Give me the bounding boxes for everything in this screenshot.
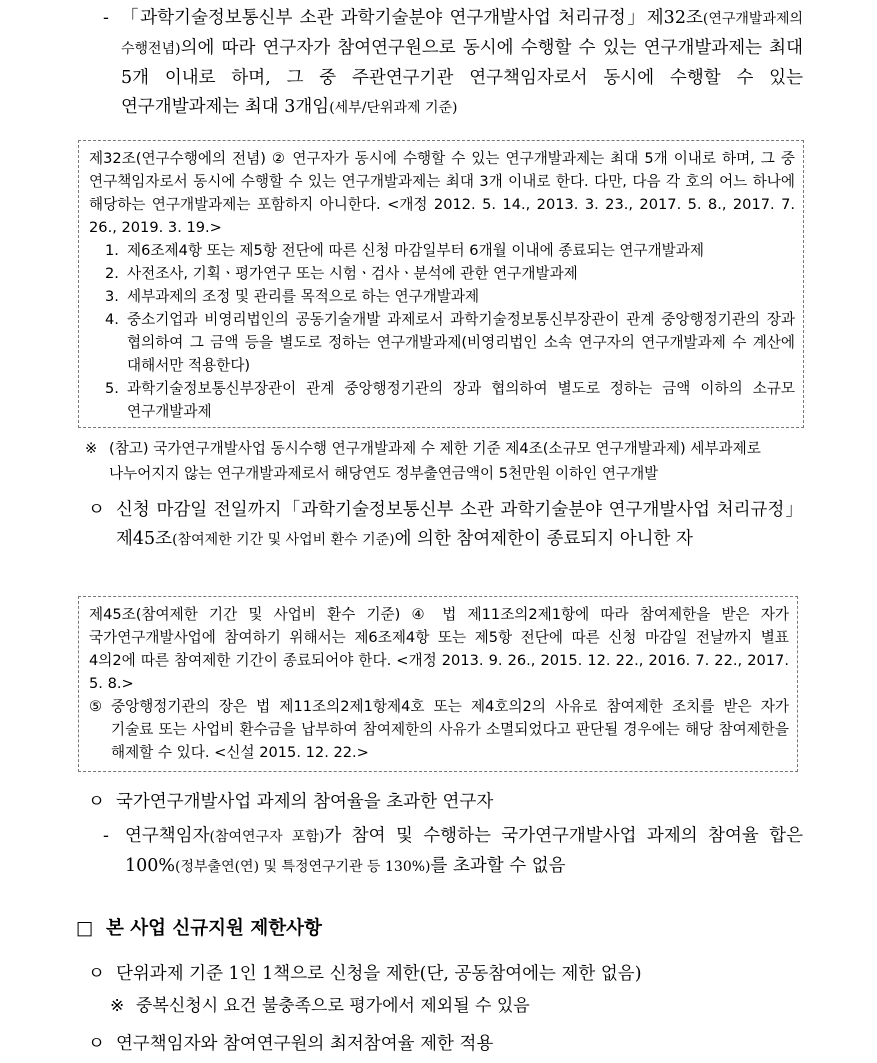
note-marker: ※: [110, 996, 125, 1016]
dash-marker: -: [103, 826, 109, 846]
box-intro: 제45조(참여제한 기간 및 사업비 환수 기준) ④ 법 제11조의2제1항에 따라 참여제한을 받은 자가 국가연구개발사업에 참여하기 위해서는 제6조제4항 또는 제5항 전단에 따른 신청 마감일 전날까지 별표 4의2에 따른 참여제한 기간이 종료되어야 한다. <개정 2013. 9. 26., 2015. 12. 22., 2016. 7. 22., 2017. 5. 8.>: [89, 606, 789, 692]
box-intro: 제32조(연구수행에의 전념) ② 연구자가 동시에 수행할 수 있는 연구개발과제는 최대 5개 이내로 하며, 그 중 연구책임자로서 동시에 수행할 수 있는 연구개발과제는 최대 3개 이내로 한다. 다만, 다음 각 호의 어느 하나에 해당하는 연구개발과제는 포함하지 아니한다. <개정 2012. 5. 14., 2013. 3. 23., 2017. 5. 8., 2017. 7. 26., 2019. 3. 19.>: [89, 150, 795, 236]
list-item: 3. 세부과제의 조정 및 관리를 목적으로 하는 연구개발과제: [105, 288, 480, 305]
note-text: (참고) 국가연구개발사업 동시수행 연구개발과제 수 제한 기준 제4조(소규모 연구개발과제) 세부과제로 나누어지지 않는 연구개발과제로서 해당연도 정부출연금액이 5천만원 이하인 연구개발: [109, 440, 761, 482]
paragraph-minimum-rate: ㅇ 연구책임자와 참여연구원의 최저참여율 제한 적용: [88, 1030, 803, 1059]
text: 의에 따라 연구자가 참여연구원으로 동시에 수행할 수 있는 연구개발과제는 최대 5개 이내로 하며, 그 중 주관연구기관 연구책임자로서 동시에 수행할 수 있는 연구개발과제는 최대 3개임: [121, 38, 803, 117]
paragraph-participation-rate: ㅇ 국가연구개발사업 과제의 참여율을 초과한 연구자: [88, 788, 803, 817]
small-text: (연구개발과제의 수행전념): [121, 11, 803, 57]
small-text: (정부출연(연) 및 특정연구기관 등 130%): [175, 859, 431, 875]
small-text: (참여제한 기간 및 사업비 환수 기준): [172, 532, 395, 548]
box-item-list: [89, 239, 795, 423]
section-title: 본 사업 신규지원 제한사항: [105, 918, 322, 939]
section-heading: [76, 914, 322, 940]
duplicate-note: ※ 중복신청시 요건 불충족으로 평가에서 제외될 수 있음: [110, 992, 800, 1021]
regulation-box-45: [78, 596, 798, 772]
paragraph-single-application: ㅇ 단위과제 기준 1인 1책으로 신청을 제한(단, 공동참여에는 제한 없음): [88, 960, 803, 989]
circle-marker: ㅇ: [88, 1034, 105, 1054]
paragraph-regulation-32: [103, 4, 803, 123]
square-marker: □: [76, 918, 94, 939]
circle-marker: ㅇ: [88, 500, 105, 520]
small-text: (세부/단위과제 기준): [329, 100, 458, 116]
list-item: 1. 제6조제4항 또는 제5항 전단에 따른 신청 마감일부터 6개월 이내에 종료되는 연구개발과제: [105, 242, 704, 259]
regulation-box-32: [78, 140, 804, 428]
box-item: ⑤ 중앙행정기관의 장은 법 제11조의2제1항제4호 또는 제4호의2의 사유로 참여제한 조치를 받은 자가 기술료 또는 사업비 환수금을 납부하여 참여제한의 사유가 소멸되었다고 판단될 경우에는 해당 참여제한을 해제할 수 있다. <신설 2015. 12. 22.>: [89, 698, 789, 761]
text: 「과학기술정보통신부 소관 과학기술분야 연구개발사업 처리규정」제32조: [121, 8, 703, 28]
small-text: (참여연구자 포함): [209, 829, 325, 845]
list-item: 2. 사전조사, 기획ㆍ평가연구 또는 시험ㆍ검사ㆍ분석에 관한 연구개발과제: [105, 265, 578, 282]
note-marker: ※: [85, 440, 98, 457]
paragraph-regulation-45: ㅇ 신청 마감일 전일까지「과학기술정보통신부 소관 과학기술분야 연구개발사업 처리규정」제45조(참여제한 기간 및 사업비 환수 기준)에 의한 참여제한이 종료되지 아니한 자: [88, 496, 803, 555]
list-item: 4. 중소기업과 비영리법인의 공동기술개발 과제로서 과학기술정보통신부장관이 관계 중앙행정기관의 장과 협의하여 그 금액 등을 별도로 정하는 연구개발과제(비영리법인 소속 연구자의 연구개발과제 수 계산에 대해서만 적용한다): [105, 311, 795, 374]
circle-marker: ㅇ: [88, 792, 105, 812]
reference-note: [85, 436, 803, 486]
dash-marker: -: [103, 8, 109, 28]
list-item: 5. 과학기술정보통신부장관이 관계 중앙행정기관의 장과 협의하여 별도로 정하는 금액 이하의 소규모 연구개발과제: [105, 380, 795, 420]
paragraph-rate-limit: - 연구책임자(참여연구자 포함)가 참여 및 수행하는 국가연구개발사업 과제의 참여율 합은 100%(정부출연(연) 및 특정연구기관 등 130%)를 초과할 수 없음: [103, 822, 803, 882]
circle-marker: ㅇ: [88, 964, 105, 984]
